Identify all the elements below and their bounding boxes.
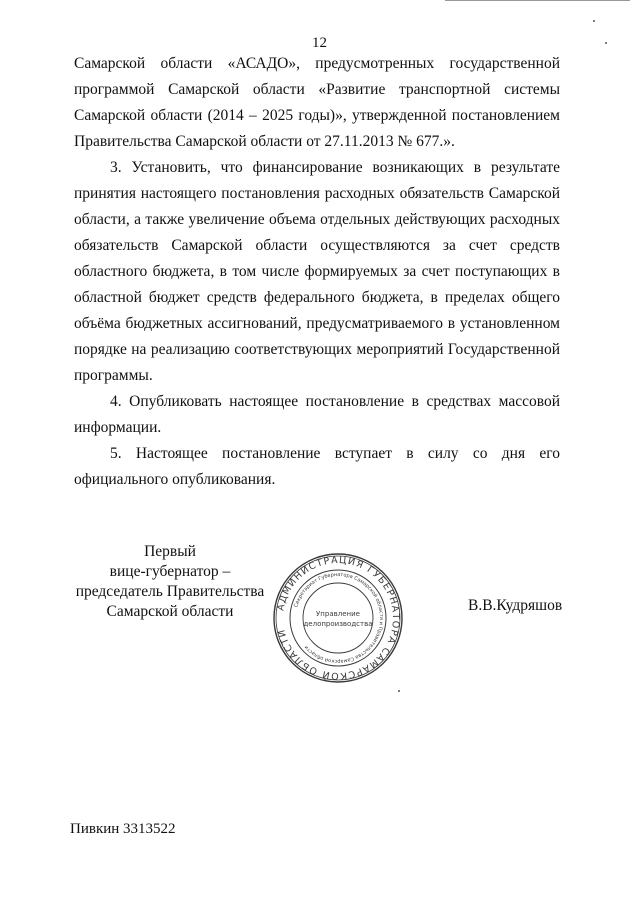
signatory-position bbox=[70, 542, 270, 622]
item-3-line: области, а также увеличение объема отдельных действующих расходных bbox=[74, 211, 560, 228]
item-3-line: порядке на реализацию соответствующих мероприятий Государственной bbox=[74, 341, 560, 358]
seal-inner-text: Секретариат Губернатора Самарской области и Правительства Самарской области bbox=[293, 571, 385, 665]
position-line: Самарской области bbox=[106, 603, 234, 620]
seal-outer-text: АДМИНИСТРАЦИЯ ГУБЕРНАТОРА САМАРСКОЙ ОБЛАСТИ bbox=[275, 554, 402, 682]
position-line: вице-губернатор – bbox=[109, 563, 231, 580]
item-3-line: областного бюджета, в том числе формируемых за счет поступающих в bbox=[74, 263, 560, 280]
official-seal bbox=[272, 552, 404, 684]
item-3-line: принятия настоящего постановления расходных обязательств Самарской bbox=[74, 185, 560, 202]
text-line: Самарской области «АСАДО», предусмотренных государственной bbox=[74, 55, 560, 72]
scan-speck bbox=[398, 690, 400, 692]
text-line: программой Самарской области «Развитие транспортной системы bbox=[74, 81, 560, 98]
item-3-line: обязательств Самарской области осуществляются за счет средств bbox=[74, 237, 560, 254]
item-5-line: официального опубликования. bbox=[74, 471, 276, 488]
item-3-line: объёма бюджетных ассигнований, предусматриваемого в установленном bbox=[74, 315, 560, 332]
text-line: Самарской области (2014 – 2025 годы)», утвержденной постановлением bbox=[74, 107, 560, 124]
position-line: Первый bbox=[144, 543, 196, 560]
scan-edge-line bbox=[445, 0, 630, 1]
item-3-line: программы. bbox=[74, 367, 153, 384]
item-4-line: информации. bbox=[74, 419, 162, 436]
seal-center-text: делопроизводства bbox=[303, 620, 373, 628]
seal-center-text: Управление bbox=[316, 610, 360, 618]
page-number: 12 bbox=[312, 35, 327, 51]
item-3-line: 3. Установить, что финансирование возникающих в результате bbox=[110, 159, 560, 176]
scan-speck bbox=[605, 42, 607, 44]
text-line: Правительства Самарской области от 27.11.2013 № 677.». bbox=[74, 133, 455, 150]
svg-text:Секретариат Губернатора Самарс bbox=[293, 572, 384, 664]
position-line: председатель Правительства bbox=[75, 583, 265, 600]
signatory-name: В.В.Кудряшов bbox=[468, 597, 563, 614]
executor-contact: Пивкин 3313522 bbox=[70, 821, 176, 837]
item-5-line: 5. Настоящее постановление вступает в силу со дня его bbox=[110, 445, 560, 462]
item-3-line: областной бюджет средств федерального бюджета, в пределах общего bbox=[74, 289, 560, 306]
item-4-line: 4. Опубликовать настоящее постановление в средствах массовой bbox=[110, 393, 560, 410]
scan-speck bbox=[593, 20, 595, 22]
